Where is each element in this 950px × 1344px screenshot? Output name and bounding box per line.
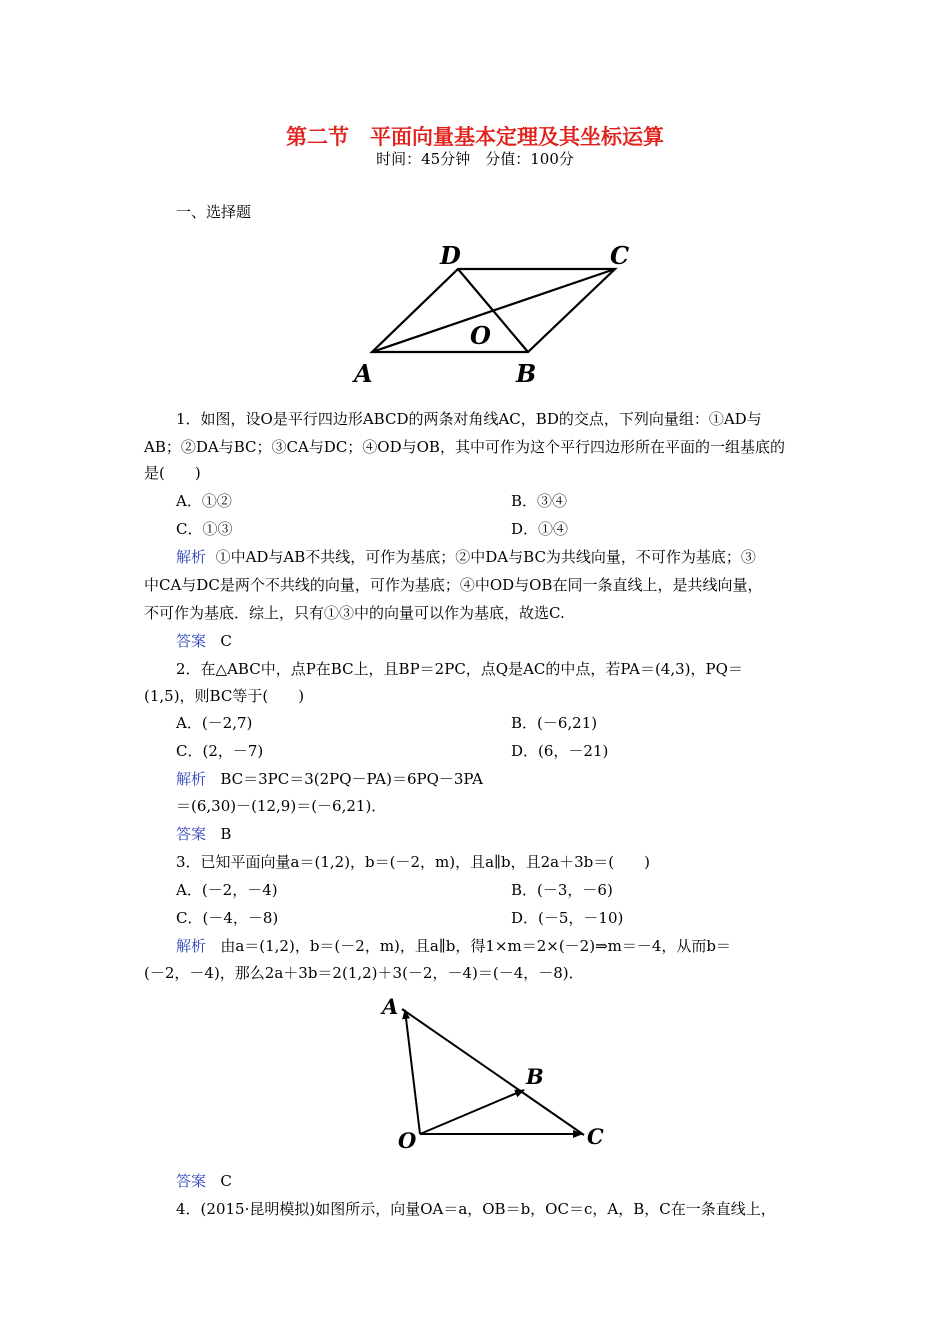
q1-analysis-line-3: 不可作为基底．综上，只有①③中的向量可以作为基底，故选C.	[144, 604, 565, 622]
label-b: B	[526, 1064, 544, 1089]
q3-analysis-line-2: (－2，－4)，那么2a＋3b＝2(1,2)＋3(－2，－4)＝(－4，－8)．	[144, 964, 584, 982]
page-title: 第二节 平面向量基本定理及其坐标运算	[286, 124, 664, 149]
q3-option-b: B．(－3，－6)	[511, 881, 613, 899]
q2-answer: 答案 B	[176, 825, 232, 843]
q2-analysis-line-1: 解析 BC＝3PC＝3(2PQ－PA)＝6PQ－3PA	[176, 770, 483, 788]
label-c: C	[587, 1124, 604, 1149]
answer-label: 答案	[176, 1172, 207, 1190]
q2-option-d: D．(6，－21)	[511, 742, 609, 760]
q2-option-c: C．(2，－7)	[176, 742, 264, 760]
parallelogram-figure	[340, 236, 640, 396]
label-c: C	[610, 241, 630, 270]
q2-option-b: B．(－6,21)	[511, 714, 598, 732]
vector-ob	[420, 1090, 524, 1134]
q1-stem-line-3: 是( )	[144, 464, 201, 482]
q1-option-c: C．①③	[176, 520, 233, 538]
label-o: O	[398, 1128, 417, 1153]
q1-analysis-line-1: 解析 ①中AD与AB不共线，可作为基底；②中DA与BC为共线向量，不可作为基底；③	[176, 548, 756, 566]
analysis-label: 解析	[176, 937, 207, 955]
label-d: D	[440, 241, 461, 270]
diagonal-bd	[458, 269, 528, 352]
q3-option-c: C．(－4，－8)	[176, 909, 279, 927]
q3-option-d: D．(－5，－10)	[511, 909, 624, 927]
q1-option-a: A．①②	[176, 492, 232, 510]
time-score-line: 时间：45分钟 分值：100分	[376, 150, 574, 168]
q2-option-a: A．(－2,7)	[176, 714, 253, 732]
q3-analysis-line-1: 解析 由a＝(1,2)，b＝(－2，m)，且a∥b，得1×m＝2×(－2)⇒m＝－4，从而b＝	[176, 937, 732, 955]
q3-answer: 答案 C	[176, 1172, 232, 1190]
label-a: A	[382, 994, 399, 1019]
answer-label: 答案	[176, 632, 207, 650]
vector-figure	[370, 992, 620, 1157]
q3-stem-line-1: 3．已知平面向量a＝(1,2)，b＝(－2，m)，且a∥b，且2a＋3b＝( )	[176, 853, 650, 871]
line-ac	[402, 1009, 584, 1135]
label-b: B	[516, 359, 537, 388]
q1-stem-line-2: AB；②DA与BC；③CA与DC；④OD与OB，其中可作为这个平行四边形所在平面的一组基底的	[144, 438, 785, 456]
answer-label: 答案	[176, 825, 207, 843]
q1-stem-line-1: 1．如图，设O是平行四边形ABCD的两条对角线AC，BD的交点，下列向量组：①AD与	[176, 410, 762, 428]
vector-oa	[405, 1010, 420, 1134]
q2-analysis-line-2: ＝(6,30)－(12,9)＝(－6,21)．	[176, 797, 387, 815]
analysis-label: 解析	[176, 548, 207, 566]
q2-stem-line-2: (1,5)，则BC等于( )	[144, 687, 305, 705]
q3-option-a: A．(－2，－4)	[176, 881, 278, 899]
q1-option-b: B．③④	[511, 492, 568, 510]
q1-answer: 答案 C	[176, 632, 232, 650]
section-heading: 一、选择题	[176, 203, 252, 221]
q1-analysis-line-2: 中CA与DC是两个不共线的向量，可作为基底；④中OD与OB在同一条直线上，是共线向量，	[144, 576, 763, 594]
q2-stem-line-1: 2．在△ABC中，点P在BC上，且BP＝2PC，点Q是AC的中点，若PA＝(4,3)，PQ＝	[176, 660, 743, 678]
analysis-label: 解析	[176, 770, 207, 788]
q4-stem-line-1: 4．(2015·昆明模拟)如图所示，向量OA＝a，OB＝b，OC＝c，A，B，C在一条直线上，	[176, 1200, 776, 1218]
label-a: A	[354, 359, 373, 388]
q1-option-d: D．①④	[511, 520, 569, 538]
label-o: O	[470, 321, 491, 350]
